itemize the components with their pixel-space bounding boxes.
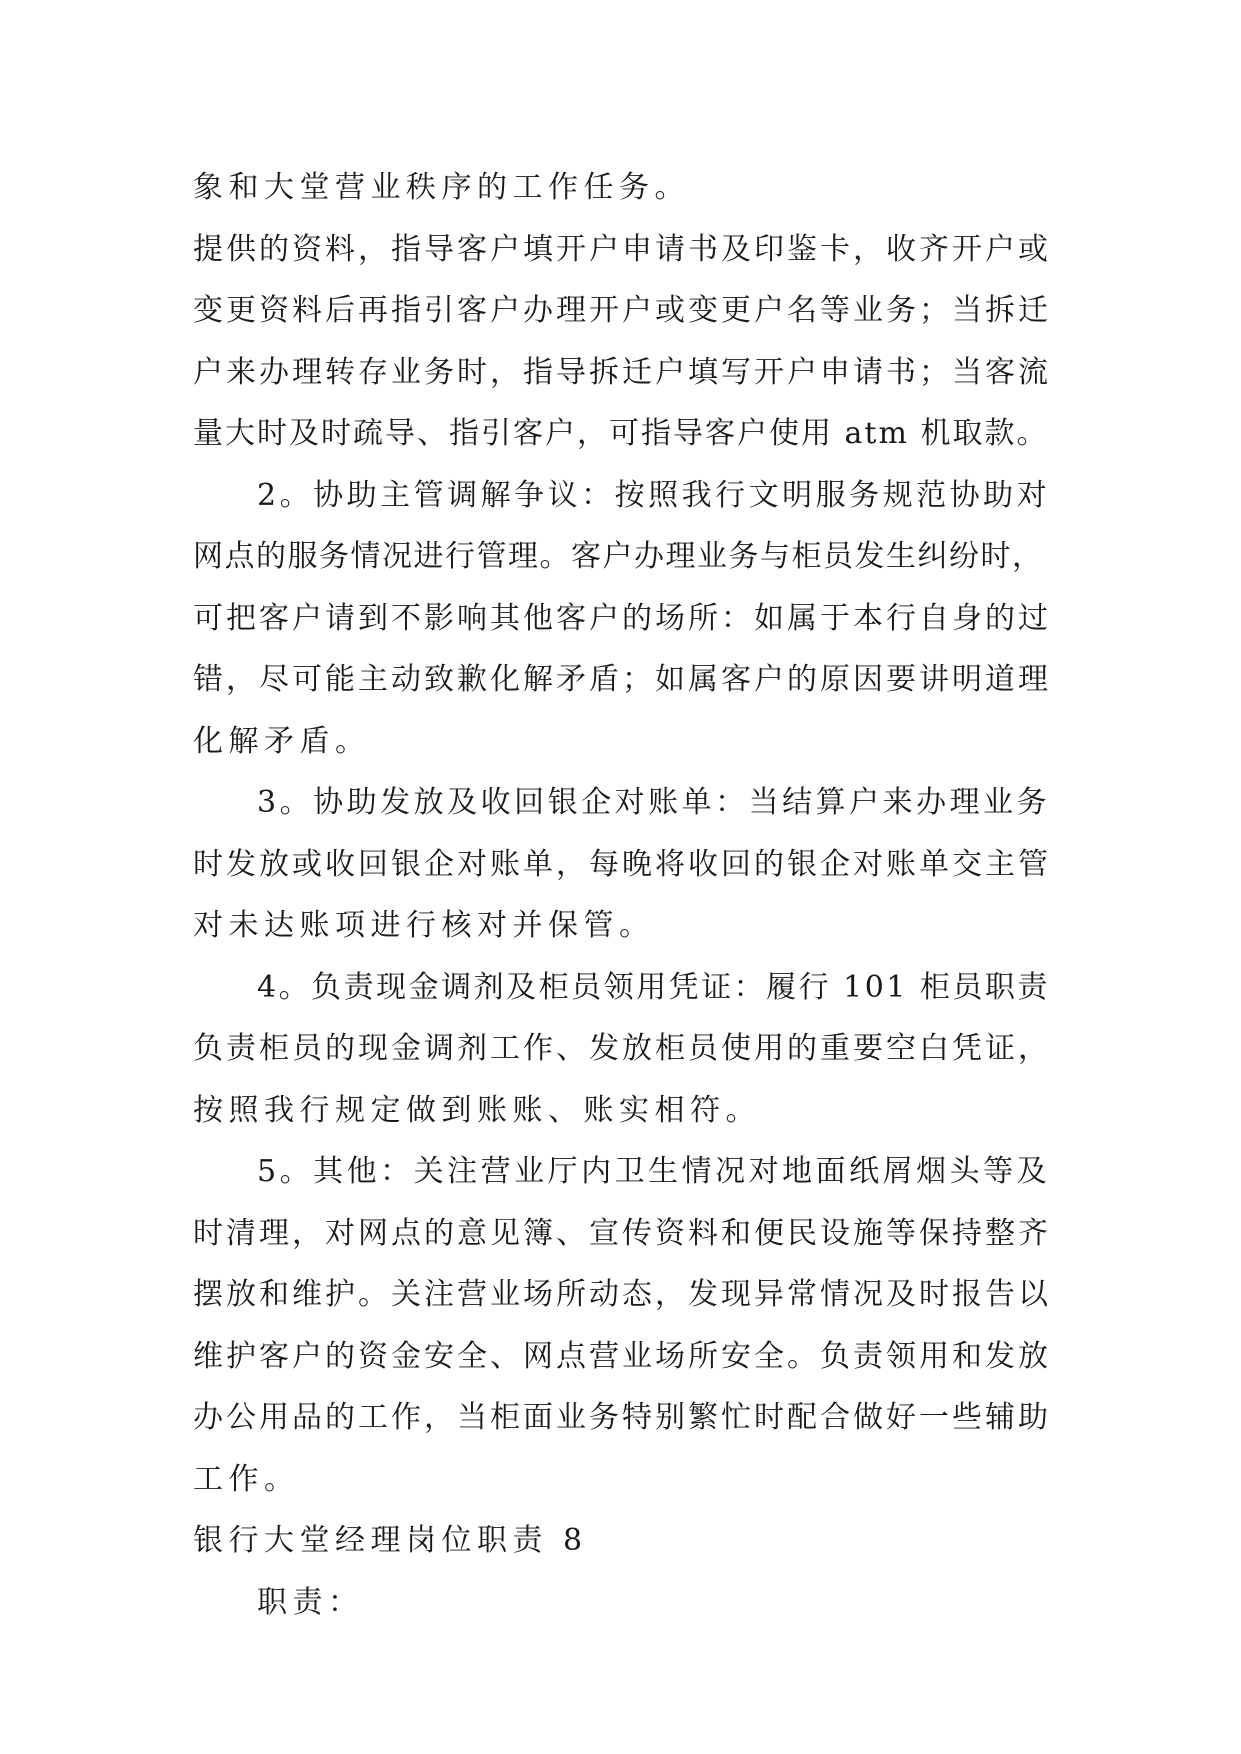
text-line: 错，尽可能主动致歉化解矛盾；如属客户的原因要讲明道理 [193, 662, 1051, 697]
text-line: 化解矛盾。 [193, 723, 371, 759]
text-line: 变更资料后再指引客户办理开户或变更户名等业务；当拆迁 [193, 293, 1051, 328]
text-line: 量大时及时疏导、指引客户，可指导客户使用 atm 机取款。 [193, 416, 1049, 451]
paragraph-start-line: 职责： [257, 1584, 364, 1620]
text-line: 可把客户请到不影响其他客户的场所：如属于本行自身的过 [193, 600, 1051, 636]
paragraph-start-line: 2。协助主管调解争议：按照我行文明服务规范协助对 [257, 477, 1051, 513]
text-line: 按照我行规定做到账账、账实相符。 [193, 1092, 761, 1128]
paragraph-start-line: 5。其他：关注营业厅内卫生情况对地面纸屑烟头等及 [257, 1154, 1051, 1189]
document-body [193, 157, 1053, 1633]
paragraph-start-line: 4。负责现金调剂及柜员领用凭证：履行 101 柜员职责 [257, 969, 1050, 1005]
text-line: 办公用品的工作，当柜面业务特别繁忙时配合做好一些辅助 [193, 1400, 1051, 1435]
paragraph-start-line: 3。协助发放及收回银企对账单：当结算户来办理业务 [257, 785, 1051, 820]
text-line: 象和大堂营业秩序的工作任务。 [193, 170, 690, 205]
text-line: 工作。 [193, 1461, 300, 1497]
text-line: 负责柜员的现金调剂工作、发放柜员使用的重要空白凭证， [193, 1031, 1051, 1066]
text-line: 维护客户的资金安全、网点营业场所安全。负责领用和发放 [193, 1338, 1051, 1374]
text-line: 时发放或收回银企对账单，每晚将收回的银企对账单交主管 [193, 846, 1051, 882]
text-line: 时清理，对网点的意见簿、宣传资料和便民设施等保持整齐 [193, 1215, 1051, 1251]
text-line: 户来办理转存业务时，指导拆迁户填写开户申请书；当客流 [193, 354, 1051, 390]
text-line: 提供的资料，指导客户填开户申请书及印鉴卡，收齐开户或 [193, 231, 1051, 267]
section-heading: 银行大堂经理岗位职责 8 [193, 1523, 588, 1558]
text-line: 摆放和维护。关注营业场所动态，发现异常情况及时报告以 [193, 1277, 1051, 1312]
text-line: 对未达账项进行核对并保管。 [193, 908, 655, 943]
text-line: 网点的服务情况进行管理。客户办理业务与柜员发生纠纷时， [193, 539, 1044, 574]
